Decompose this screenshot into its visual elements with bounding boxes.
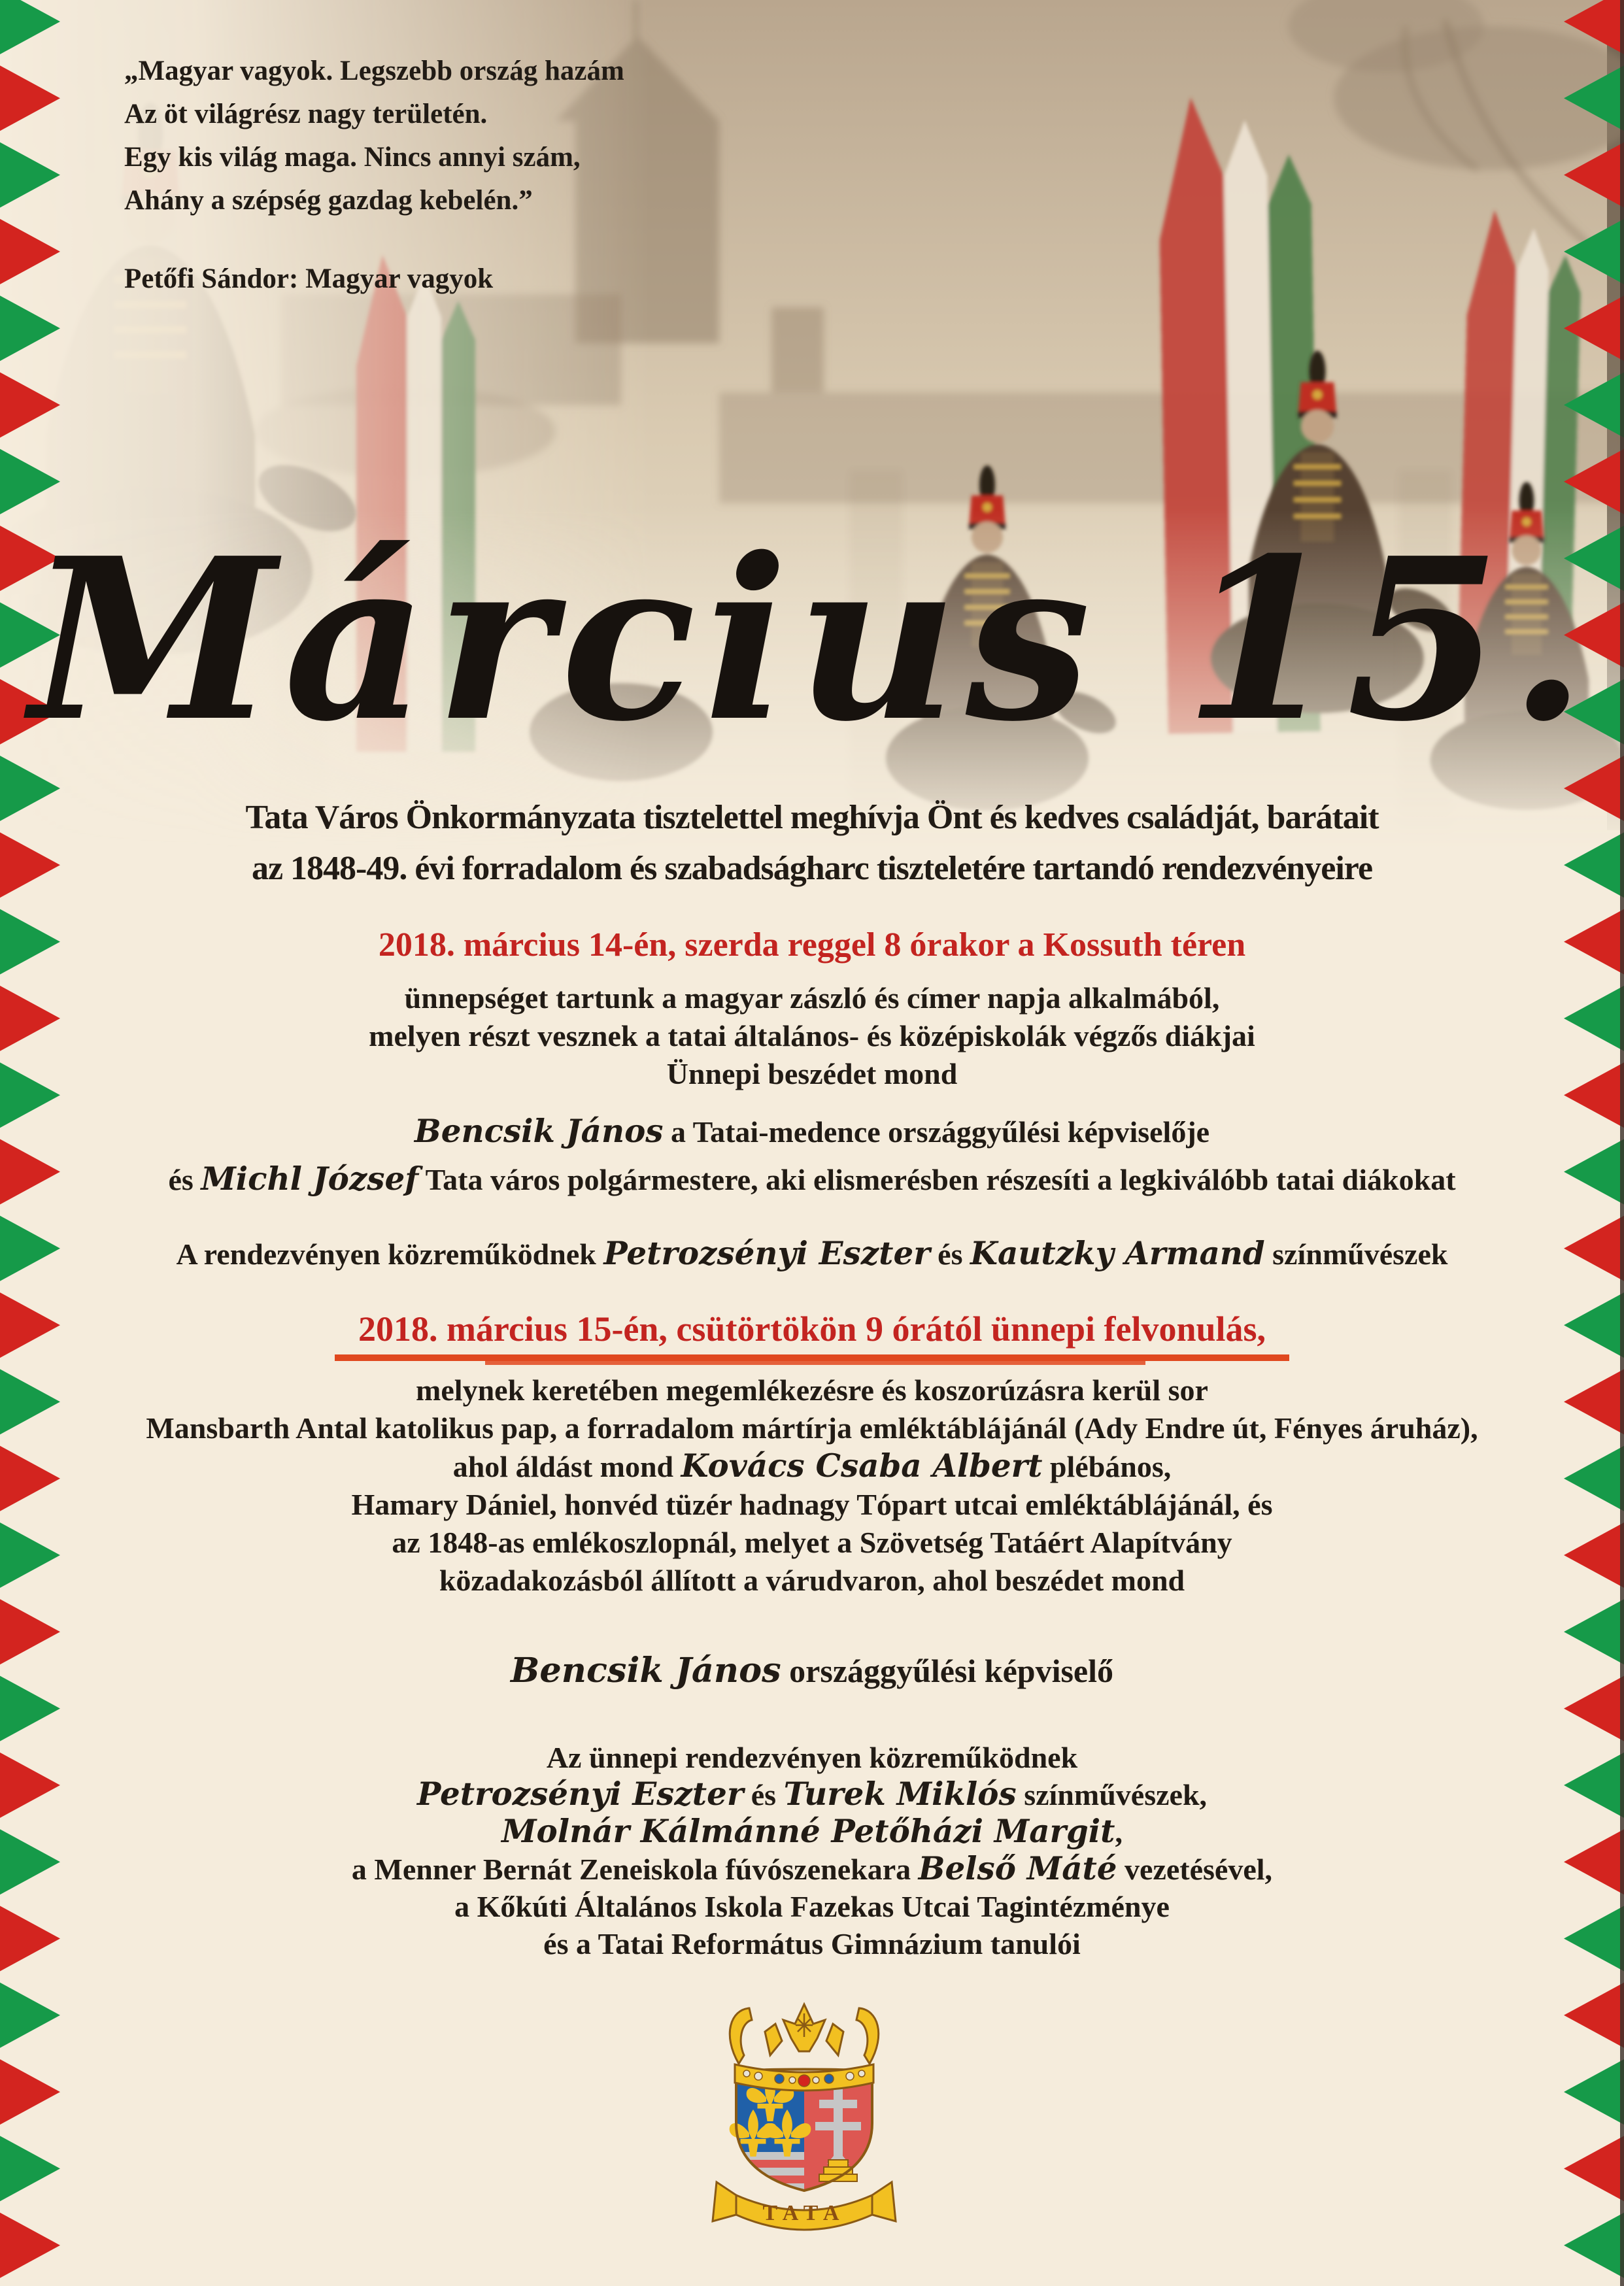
- text-line: Bencsik János országgyűlési képviselő: [511, 1651, 1113, 1690]
- person-name: Turek Miklós: [783, 1776, 1017, 1813]
- person-name: Petrozsényi Eszter: [416, 1776, 744, 1813]
- border-triangle: [0, 909, 60, 975]
- border-triangle: [0, 832, 60, 898]
- invitation-intro: [78, 792, 1546, 894]
- border-triangle: [0, 1292, 60, 1358]
- text-line: Ahány a szépség gazdag kebelén.”: [124, 185, 533, 216]
- tata-coat-of-arms: [693, 1995, 915, 2237]
- crest-crown: [730, 2004, 878, 2091]
- border-triangle: [1564, 1369, 1624, 1434]
- person-name: Belső Máté: [918, 1851, 1117, 1887]
- border-triangle: [0, 1906, 60, 1972]
- border-triangle: [1564, 2213, 1624, 2278]
- person-name: Kautzky Armand: [970, 1235, 1265, 1272]
- border-triangle: [0, 219, 60, 284]
- border-triangle: [0, 1522, 60, 1588]
- person-name: Bencsik János: [511, 1651, 781, 1690]
- border-triangle: [0, 2136, 60, 2201]
- border-triangle: [1564, 143, 1624, 208]
- border-triangle: [1564, 1829, 1624, 1894]
- border-triangle: [0, 373, 60, 438]
- text-line: és a Tatai Református Gimnázium tanulói: [543, 1927, 1081, 1960]
- border-triangle: [0, 1676, 60, 1741]
- border-triangle: [1564, 1983, 1624, 2048]
- heading-underline-overlay: [485, 1360, 1145, 1365]
- border-triangle: [0, 65, 60, 131]
- border-triangle: [0, 986, 60, 1051]
- text-line: ünnepséget tartunk a magyar zászló és címer napja alkalmából,: [404, 981, 1220, 1015]
- text-line: és Michl József Tata város polgármestere, aki elismerésben részesíti a legkiválóbb tatai diákokat: [168, 1161, 1456, 1198]
- border-triangle: [1564, 65, 1624, 131]
- border-triangle: [0, 143, 60, 208]
- border-triangle: [1564, 1216, 1624, 1281]
- text-line: az 1848-49. évi forradalom és szabadságharc tiszteletére tartandó rendezvényeire: [251, 850, 1373, 887]
- border-triangle: [0, 0, 60, 54]
- event2-details: [78, 1371, 1546, 1600]
- border-triangle: [1564, 1139, 1624, 1205]
- text-line: Az öt világrész nagy területén.: [124, 99, 488, 129]
- text-line: ahol áldást mond Kovács Csaba Albert plébános,: [452, 1448, 1172, 1485]
- text-line: közadakozásból állított a várudvaron, ahol beszédet mond: [439, 1564, 1185, 1597]
- performers-note: [78, 1235, 1546, 1272]
- text-line: Hamary Dániel, honvéd tüzér hadnagy Tópart utcai emléktáblájánál, és: [351, 1488, 1273, 1521]
- text-line: Egy kis világ maga. Nincs annyi szám,: [124, 142, 581, 173]
- border-triangle: [1564, 832, 1624, 898]
- text-line: Petrozsényi Eszter és Turek Miklós színművészek,: [416, 1776, 1208, 1813]
- person-name: Bencsik János: [414, 1113, 664, 1150]
- poem-quote: [124, 50, 624, 301]
- text-line: Ünnepi beszédet mond: [666, 1057, 958, 1090]
- border-triangle: [0, 1216, 60, 1281]
- border-triangle: [1564, 1522, 1624, 1588]
- border-triangle: [0, 1062, 60, 1128]
- border-triangles-left: [0, 0, 65, 2286]
- border-triangle: [1564, 2059, 1624, 2125]
- border-triangle: [1564, 1599, 1624, 1664]
- border-triangle: [0, 2213, 60, 2278]
- border-triangle: [0, 1983, 60, 2048]
- border-triangle: [1564, 1753, 1624, 1818]
- text-line: Bencsik János a Tatai-medence országgyűlési képviselője: [414, 1113, 1210, 1150]
- text-line: Tata Város Önkormányzata tisztelettel meghívja Önt és kedves családját, barátait: [245, 799, 1379, 836]
- border-triangle: [1564, 449, 1624, 514]
- event2-heading: 2018. március 15-én, csütörtökön 9 órától ünnepi felvonulás,: [358, 1309, 1266, 1349]
- border-triangle: [1564, 1906, 1624, 1972]
- border-triangle: [0, 1446, 60, 1511]
- border-triangle: [1564, 1062, 1624, 1128]
- person-name: Kovács Csaba Albert: [681, 1448, 1043, 1485]
- text-line: Az ünnepi rendezvényen közreműködnek: [546, 1741, 1078, 1774]
- border-triangle: [1564, 0, 1624, 54]
- crest-label: TATA: [762, 2201, 846, 2225]
- border-triangle: [1564, 219, 1624, 284]
- person-name: Molnár Kálmánné Petőházi Margit: [501, 1813, 1115, 1850]
- text-line: a Menner Bernát Zeneiskola fúvószenekara Belső Máté vezetésével,: [351, 1851, 1273, 1887]
- border-triangle: [0, 1753, 60, 1818]
- border-triangle: [1564, 1292, 1624, 1358]
- border-triangle: [1564, 909, 1624, 975]
- border-triangle: [1564, 986, 1624, 1051]
- event1-details: [78, 979, 1546, 1199]
- text-line: az 1848-as emlékoszlopnál, melyet a Szövetség Tatáért Alapítvány: [392, 1526, 1232, 1559]
- event1-heading: 2018. március 14-én, szerda reggel 8 órakor a Kossuth téren: [378, 926, 1246, 964]
- border-triangle: [1564, 295, 1624, 361]
- page-edge-line: [1620, 0, 1624, 2286]
- border-triangle: [0, 1829, 60, 1894]
- border-triangle: [1564, 2136, 1624, 2201]
- border-triangle: [0, 1139, 60, 1205]
- text-line: Mansbarth Antal katolikus pap, a forradalom mártírja emléktáblájánál (Ady Endre út, Fényes áruház),: [146, 1411, 1478, 1445]
- border-triangle: [1564, 373, 1624, 438]
- poem-attribution: Petőfi Sándor: Magyar vagyok: [124, 263, 494, 294]
- border-triangle: [1564, 1676, 1624, 1741]
- text-line: melyen részt vesznek a tatai általános- és középiskolák végzős diákjai: [369, 1019, 1255, 1052]
- border-triangle: [1564, 1446, 1624, 1511]
- person-name: Michl József: [201, 1161, 418, 1198]
- page-title: Március 15.: [29, 510, 1595, 771]
- border-triangle: [0, 449, 60, 514]
- person-name: Petrozsényi Eszter: [603, 1235, 930, 1272]
- border-triangle: [0, 1599, 60, 1664]
- border-triangle: [0, 295, 60, 361]
- border-triangle: [0, 1369, 60, 1434]
- border-triangles-right: [1559, 0, 1624, 2286]
- poem-lines: [124, 50, 624, 222]
- border-triangle: [0, 2059, 60, 2125]
- text-line: Molnár Kálmánné Petőházi Margit,: [501, 1813, 1123, 1850]
- contributors-list: [78, 1739, 1546, 1962]
- speaker-line: [78, 1651, 1546, 1690]
- text-line: A rendezvényen közreműködnek Petrozsényi Eszter és Kautzky Armand színművészek: [176, 1235, 1448, 1272]
- text-line: melynek keretében megemlékezésre és koszorúzásra kerül sor: [416, 1373, 1208, 1407]
- text-line: „Magyar vagyok. Legszebb ország hazám: [124, 56, 624, 86]
- text-line: a Kőkúti Általános Iskola Fazekas Utcai Tagintézménye: [454, 1890, 1170, 1923]
